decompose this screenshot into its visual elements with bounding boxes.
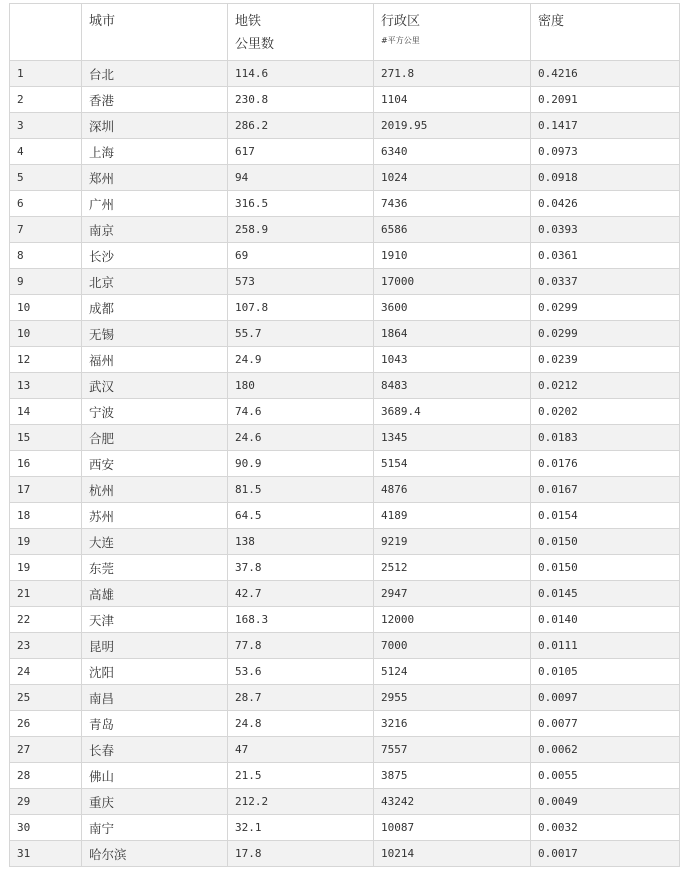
cell-area: 2955 [374,685,531,711]
cell-density: 0.0239 [531,347,680,373]
cell-density: 0.0393 [531,217,680,243]
table-row [10,217,680,243]
cell-metro-km: 230.8 [228,87,374,113]
cell-density: 0.0973 [531,139,680,165]
cell-city: 大连 [82,529,228,555]
table-row [10,633,680,659]
cell-rank: 3 [10,113,82,139]
cell-metro-km: 114.6 [228,61,374,87]
cell-metro-km: 28.7 [228,685,374,711]
cell-city: 成都 [82,295,228,321]
cell-area: 7557 [374,737,531,763]
cell-city: 高雄 [82,581,228,607]
header-rank [10,4,82,61]
cell-density: 0.4216 [531,61,680,87]
cell-density: 0.0426 [531,191,680,217]
header-city-label: 城市 [89,14,116,29]
table-row [10,555,680,581]
cell-city: 沈阳 [82,659,228,685]
cell-city: 佛山 [82,763,228,789]
cell-metro-km: 24.8 [228,711,374,737]
cell-metro-km: 138 [228,529,374,555]
cell-city: 昆明 [82,633,228,659]
cell-city: 宁波 [82,399,228,425]
table-row [10,841,680,867]
cell-area: 2947 [374,581,531,607]
table-row [10,243,680,269]
cell-city: 香港 [82,87,228,113]
cell-city: 上海 [82,139,228,165]
cell-density: 0.0077 [531,711,680,737]
cell-area: 10214 [374,841,531,867]
cell-density: 0.0145 [531,581,680,607]
cell-rank: 22 [10,607,82,633]
cell-rank: 17 [10,477,82,503]
cell-rank: 28 [10,763,82,789]
table-row [10,503,680,529]
cell-city: 西安 [82,451,228,477]
cell-city: 南宁 [82,815,228,841]
table-row [10,61,680,87]
header-metro-line1: 地铁 [235,14,262,29]
cell-city: 郑州 [82,165,228,191]
cell-area: 17000 [374,269,531,295]
cell-metro-km: 617 [228,139,374,165]
cell-metro-km: 37.8 [228,555,374,581]
cell-area: 7436 [374,191,531,217]
cell-metro-km: 212.2 [228,789,374,815]
cell-area: 7000 [374,633,531,659]
cell-city: 青岛 [82,711,228,737]
cell-metro-km: 55.7 [228,321,374,347]
cell-rank: 18 [10,503,82,529]
table-row [10,737,680,763]
header-area-line1: 行政区 [381,14,421,29]
cell-city: 长沙 [82,243,228,269]
cell-density: 0.0105 [531,659,680,685]
cell-metro-km: 17.8 [228,841,374,867]
cell-metro-km: 573 [228,269,374,295]
table-row [10,113,680,139]
header-area-unit: #平方公里 [381,36,420,45]
table-row [10,347,680,373]
cell-metro-km: 168.3 [228,607,374,633]
cell-metro-km: 32.1 [228,815,374,841]
table-row [10,295,680,321]
cell-metro-km: 180 [228,373,374,399]
cell-metro-km: 24.6 [228,425,374,451]
cell-density: 0.0049 [531,789,680,815]
cell-metro-km: 107.8 [228,295,374,321]
cell-city: 杭州 [82,477,228,503]
cell-area: 1910 [374,243,531,269]
table-row [10,529,680,555]
cell-metro-km: 94 [228,165,374,191]
cell-area: 271.8 [374,61,531,87]
cell-rank: 24 [10,659,82,685]
cell-city: 合肥 [82,425,228,451]
cell-area: 10087 [374,815,531,841]
cell-rank: 19 [10,555,82,581]
cell-area: 1864 [374,321,531,347]
table-row [10,685,680,711]
cell-city: 福州 [82,347,228,373]
cell-rank: 30 [10,815,82,841]
cell-density: 0.0154 [531,503,680,529]
cell-city: 深圳 [82,113,228,139]
cell-rank: 5 [10,165,82,191]
metro-density-table [9,3,680,867]
cell-rank: 23 [10,633,82,659]
cell-metro-km: 286.2 [228,113,374,139]
cell-rank: 4 [10,139,82,165]
table-row [10,451,680,477]
cell-area: 1104 [374,87,531,113]
table-row [10,399,680,425]
cell-density: 0.0299 [531,321,680,347]
cell-area: 2019.95 [374,113,531,139]
cell-metro-km: 53.6 [228,659,374,685]
cell-area: 9219 [374,529,531,555]
cell-area: 4189 [374,503,531,529]
cell-city: 南京 [82,217,228,243]
table-row [10,165,680,191]
cell-city: 长春 [82,737,228,763]
cell-area: 43242 [374,789,531,815]
cell-city: 无锡 [82,321,228,347]
cell-area: 3875 [374,763,531,789]
cell-city: 东莞 [82,555,228,581]
cell-metro-km: 69 [228,243,374,269]
cell-area: 3600 [374,295,531,321]
table-row [10,581,680,607]
table-row [10,87,680,113]
cell-area: 3216 [374,711,531,737]
table-row [10,659,680,685]
table-row [10,711,680,737]
cell-area: 6340 [374,139,531,165]
cell-rank: 9 [10,269,82,295]
header-metro-line2: 公里数 [235,37,275,52]
cell-city: 南昌 [82,685,228,711]
cell-city: 广州 [82,191,228,217]
cell-city: 重庆 [82,789,228,815]
cell-metro-km: 21.5 [228,763,374,789]
cell-area: 3689.4 [374,399,531,425]
cell-area: 2512 [374,555,531,581]
cell-rank: 12 [10,347,82,373]
cell-rank: 1 [10,61,82,87]
header-metro [228,4,374,61]
cell-density: 0.0212 [531,373,680,399]
cell-rank: 31 [10,841,82,867]
cell-rank: 26 [10,711,82,737]
cell-rank: 15 [10,425,82,451]
cell-city: 天津 [82,607,228,633]
table-row [10,321,680,347]
table-row [10,269,680,295]
cell-density: 0.0183 [531,425,680,451]
cell-city: 武汉 [82,373,228,399]
cell-rank: 2 [10,87,82,113]
cell-rank: 10 [10,321,82,347]
cell-area: 4876 [374,477,531,503]
cell-density: 0.1417 [531,113,680,139]
cell-density: 0.0062 [531,737,680,763]
cell-metro-km: 258.9 [228,217,374,243]
header-density [531,4,680,61]
cell-metro-km: 42.7 [228,581,374,607]
cell-rank: 25 [10,685,82,711]
table-row [10,191,680,217]
cell-area: 12000 [374,607,531,633]
cell-density: 0.0150 [531,529,680,555]
table-row [10,815,680,841]
cell-rank: 27 [10,737,82,763]
cell-metro-km: 77.8 [228,633,374,659]
cell-density: 0.0167 [531,477,680,503]
cell-rank: 14 [10,399,82,425]
cell-rank: 13 [10,373,82,399]
cell-rank: 29 [10,789,82,815]
cell-rank: 8 [10,243,82,269]
cell-density: 0.0055 [531,763,680,789]
table-row [10,763,680,789]
cell-city: 哈尔滨 [82,841,228,867]
cell-density: 0.0202 [531,399,680,425]
cell-density: 0.0140 [531,607,680,633]
cell-area: 5124 [374,659,531,685]
cell-density: 0.0361 [531,243,680,269]
cell-rank: 6 [10,191,82,217]
cell-rank: 16 [10,451,82,477]
cell-metro-km: 316.5 [228,191,374,217]
header-density-label: 密度 [538,14,565,29]
cell-metro-km: 81.5 [228,477,374,503]
cell-area: 6586 [374,217,531,243]
cell-density: 0.0299 [531,295,680,321]
cell-area: 1345 [374,425,531,451]
cell-rank: 7 [10,217,82,243]
cell-density: 0.0337 [531,269,680,295]
cell-metro-km: 74.6 [228,399,374,425]
cell-area: 1024 [374,165,531,191]
cell-density: 0.0918 [531,165,680,191]
cell-city: 北京 [82,269,228,295]
cell-density: 0.0111 [531,633,680,659]
table-header-row [10,4,680,61]
table-row [10,607,680,633]
cell-density: 0.0017 [531,841,680,867]
cell-rank: 19 [10,529,82,555]
cell-area: 8483 [374,373,531,399]
cell-density: 0.0032 [531,815,680,841]
header-city [82,4,228,61]
cell-rank: 21 [10,581,82,607]
cell-area: 1043 [374,347,531,373]
cell-area: 5154 [374,451,531,477]
cell-density: 0.0176 [531,451,680,477]
table-row [10,425,680,451]
table-row [10,139,680,165]
cell-density: 0.0150 [531,555,680,581]
cell-metro-km: 64.5 [228,503,374,529]
table-body [10,61,680,867]
cell-city: 台北 [82,61,228,87]
cell-density: 0.2091 [531,87,680,113]
cell-metro-km: 47 [228,737,374,763]
cell-density: 0.0097 [531,685,680,711]
cell-metro-km: 90.9 [228,451,374,477]
header-area [374,4,531,61]
cell-city: 苏州 [82,503,228,529]
table-row [10,789,680,815]
cell-rank: 10 [10,295,82,321]
cell-metro-km: 24.9 [228,347,374,373]
table-row [10,477,680,503]
table-row [10,373,680,399]
